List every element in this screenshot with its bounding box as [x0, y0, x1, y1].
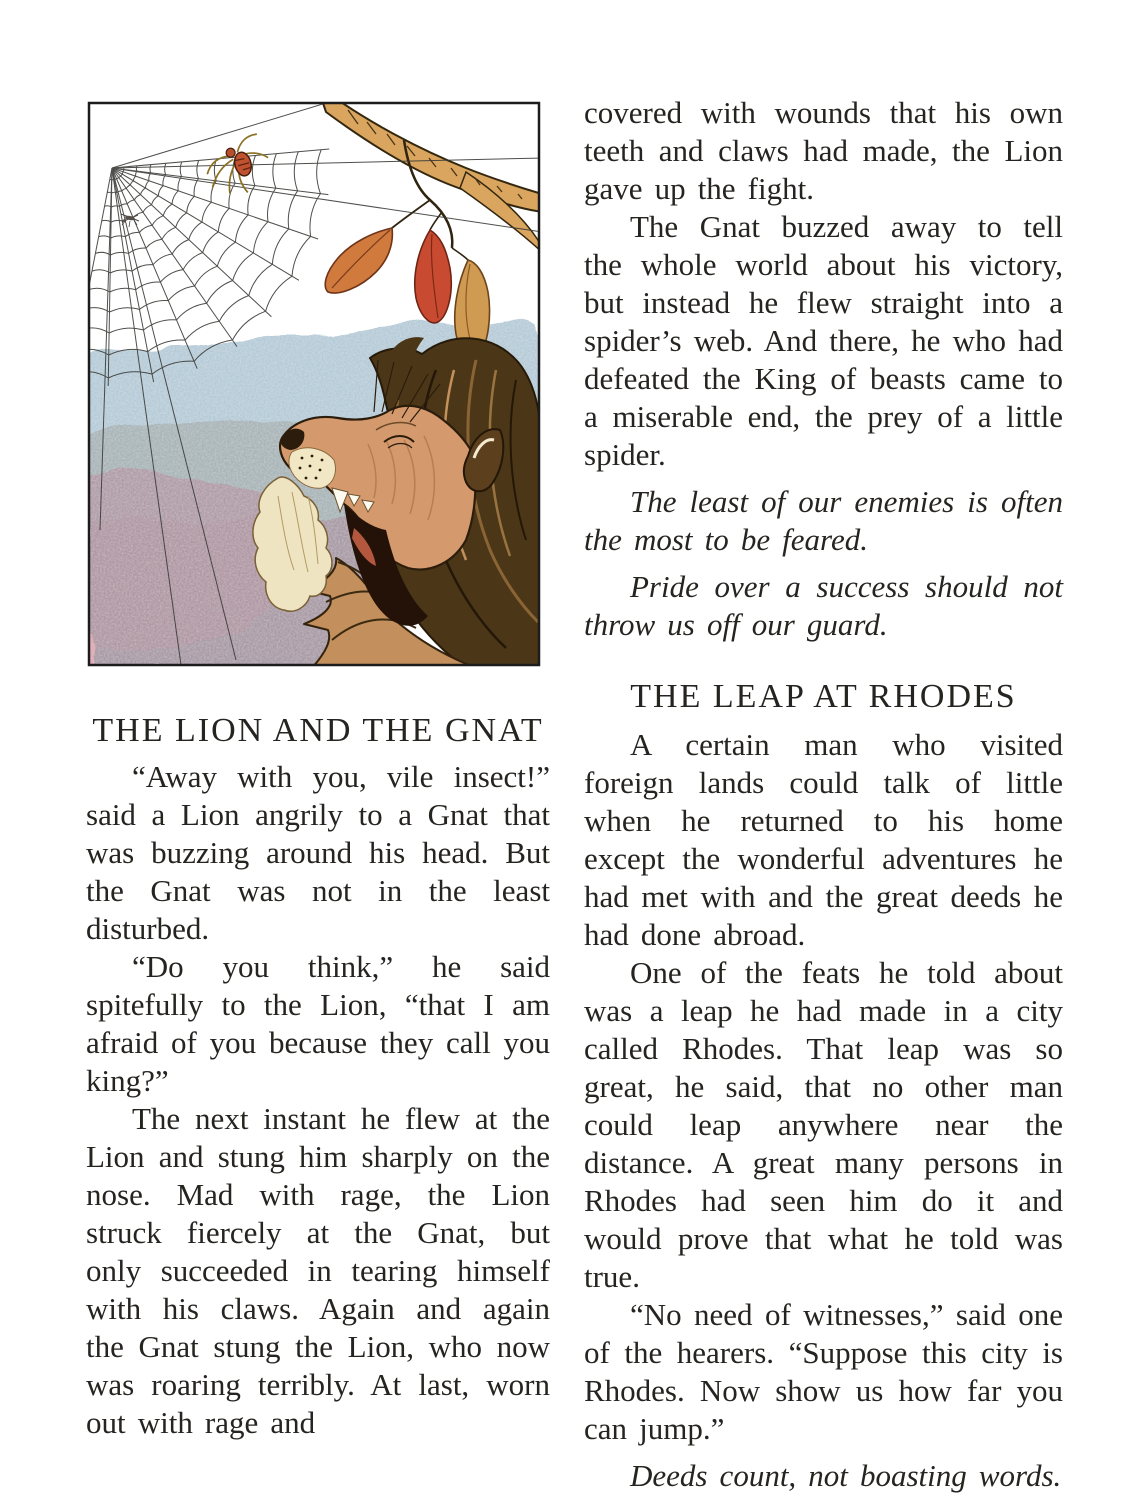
story-paragraph: One of the feats he told about was a leap he had made in a city called Rhodes. That leap was so great, he said, that no other man could leap anywhere near the distance. A great many persons in Rhodes had seen him do it and would prove that what he told was true. [584, 955, 1063, 1294]
story-paragraph: “No need of witnesses,” said one of the hearers. “Suppose this city is Rhodes. Now show us how far you can jump.” [584, 1297, 1063, 1446]
story-moral: The least of our enemies is often the most to be feared. [584, 484, 1063, 557]
story-moral: Pride over a success should not throw us off our guard. [584, 569, 1063, 642]
story-title-lion-and-gnat: THE LION AND THE GNAT [92, 712, 544, 749]
right-column [584, 94, 1063, 1495]
story-paragraph: The next instant he flew at the Lion and stung him sharply on the nose. Mad with rage, the Lion struck fiercely at the Gnat, but only succeeded in tearing himself with his claws. Again and again the Gnat stung the Lion, who now was roaring terribly. At last, worn out with rage and [86, 1101, 550, 1440]
story-paragraph-continuation: covered with wounds that his own teeth and claws had made, the Lion gave up the fight. [584, 95, 1063, 206]
lion-and-gnat-illustration [86, 100, 542, 668]
two-column-layout [86, 94, 1063, 1495]
story-paragraph: The Gnat buzzed away to tell the whole world about his victory, but instead he flew straight into a spider’s web. And there, he who had defeated the King of beasts came to a miserable end, the prey of a little spider. [584, 209, 1063, 472]
spider-icon [200, 132, 280, 206]
story-paragraph: “Do you think,” he said spitefully to the Lion, “that I am afraid of you because they call you king?” [86, 949, 550, 1098]
story-illustration [86, 100, 550, 668]
story-title-leap-at-rhodes: THE LEAP AT RHODES [630, 678, 1017, 715]
story-moral: Deeds count, not boasting words. [630, 1458, 1062, 1493]
left-column [86, 94, 550, 1495]
story-paragraph: A certain man who visited foreign lands could talk of little when he returned to his home except the wonderful adventures he had met with and the great deeds he had done abroad. [584, 727, 1063, 952]
story-paragraph: “Away with you, vile insect!” said a Lion angrily to a Gnat that was buzzing around his head. But the Gnat was not in the least disturbed. [86, 759, 550, 946]
